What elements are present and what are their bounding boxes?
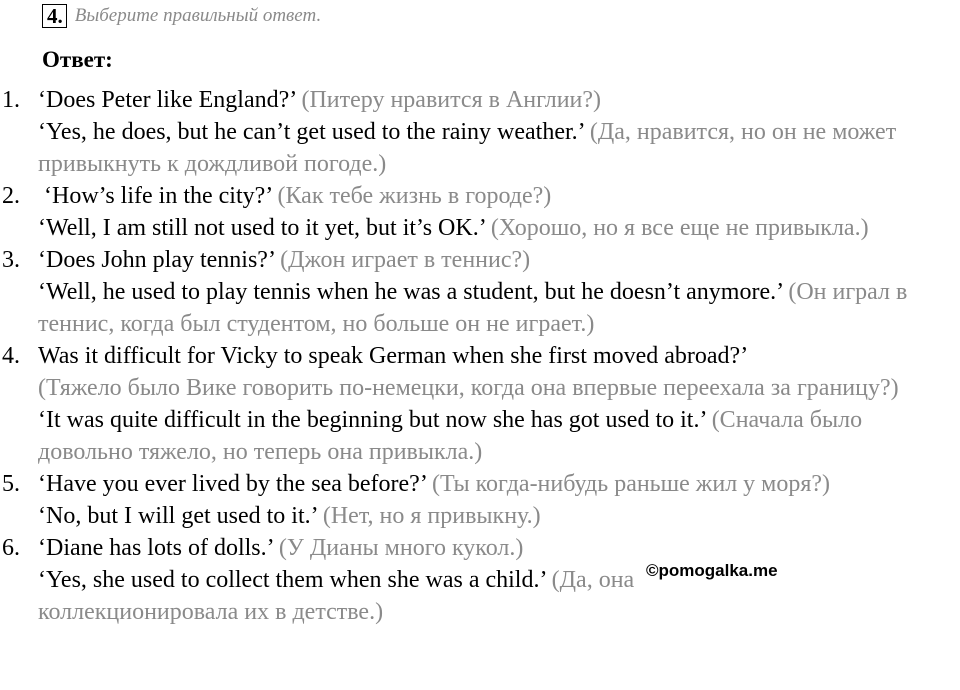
question-ru: (Джон играет в теннис?) xyxy=(280,247,531,273)
question-ru: (Питеру нравится в Англии?) xyxy=(301,87,602,113)
task-header xyxy=(42,4,321,28)
watermark: ©pomogalka.me xyxy=(646,561,778,580)
question-en: Was it difficult for Vicky to speak German when she first moved abroad?’ xyxy=(38,343,749,369)
answer-en: ‘Well, I am still not used to it yet, but it’s OK.’ xyxy=(38,215,485,241)
answer-en: ‘It was quite difficult in the beginning but now she has got used to it.’ xyxy=(38,407,706,433)
question-line xyxy=(38,244,960,276)
answer-ru: (Да, нравится, но он не может привыкнуть к дождливой погоде.) xyxy=(38,119,897,177)
answer-ru: (Хорошо, но я все еще не привыкла.) xyxy=(490,215,869,241)
answer-line xyxy=(38,116,953,180)
question-ru: (Ты когда-нибудь раньше жил у моря?) xyxy=(432,471,831,497)
question-en: ‘Have you ever lived by the sea before?’ xyxy=(38,471,427,497)
answer-ru: (Сначала было довольно тяжело, но теперь она привыкла.) xyxy=(38,407,863,465)
answer-en: ‘No, but I will get used to it.’ xyxy=(38,503,317,529)
question-ru: (Как тебе жизнь в городе?) xyxy=(277,183,552,209)
task-instruction: Выберите правильный ответ. xyxy=(74,5,322,26)
answer-en: ‘Well, he used to play tennis when he was a student, but he doesn’t anymore.’ xyxy=(38,279,783,305)
answer-item-4 xyxy=(0,340,960,468)
question-en: ‘Does Peter like England?’ xyxy=(38,87,296,113)
item-number: 1. xyxy=(2,87,20,113)
answer-label: Ответ: xyxy=(42,47,113,72)
question-line xyxy=(38,532,960,564)
answer-item-2 xyxy=(0,180,960,244)
item-number: 6. xyxy=(2,535,20,561)
answer-item-3 xyxy=(0,244,960,340)
item-number: 3. xyxy=(2,247,20,273)
question-en: ‘How’s life in the city?’ xyxy=(44,183,272,209)
answer-item-6 xyxy=(0,532,960,628)
answer-list xyxy=(0,84,960,628)
task-number: 4. xyxy=(42,4,67,28)
answer-line xyxy=(38,500,960,532)
question-line xyxy=(38,84,960,116)
answer-item-5 xyxy=(0,468,960,532)
answer-ru: (Нет, но я привыкну.) xyxy=(322,503,541,529)
answer-line xyxy=(38,404,953,468)
item-number: 4. xyxy=(2,343,20,369)
question-line xyxy=(38,180,960,212)
answer-en: ‘Yes, he does, but he can’t get used to the rainy weather.’ xyxy=(38,119,584,145)
item-number: 2. xyxy=(2,183,20,209)
question-ru: (У Дианы много кукол.) xyxy=(278,535,524,561)
answer-ru: (Да, она коллекционировала их в детстве.) xyxy=(38,567,635,625)
question-en: ‘Diane has lots of dolls.’ xyxy=(38,535,273,561)
question-line xyxy=(38,340,960,372)
answer-ru: (Он играл в теннис, когда был студентом, но больше он не играет.) xyxy=(38,279,908,337)
answer-line xyxy=(38,212,878,244)
answer-line xyxy=(38,276,953,340)
question-ru: (Тяжело было Вике говорить по-немецки, когда она впервые переехала за границу?) xyxy=(38,375,899,401)
question-en: ‘Does John play tennis?’ xyxy=(38,247,275,273)
answer-item-1 xyxy=(0,84,960,180)
question-translation xyxy=(38,372,953,404)
answer-en: ‘Yes, she used to collect them when she was a child.’ xyxy=(38,567,546,593)
question-line xyxy=(38,468,960,500)
item-number: 5. xyxy=(2,471,20,497)
